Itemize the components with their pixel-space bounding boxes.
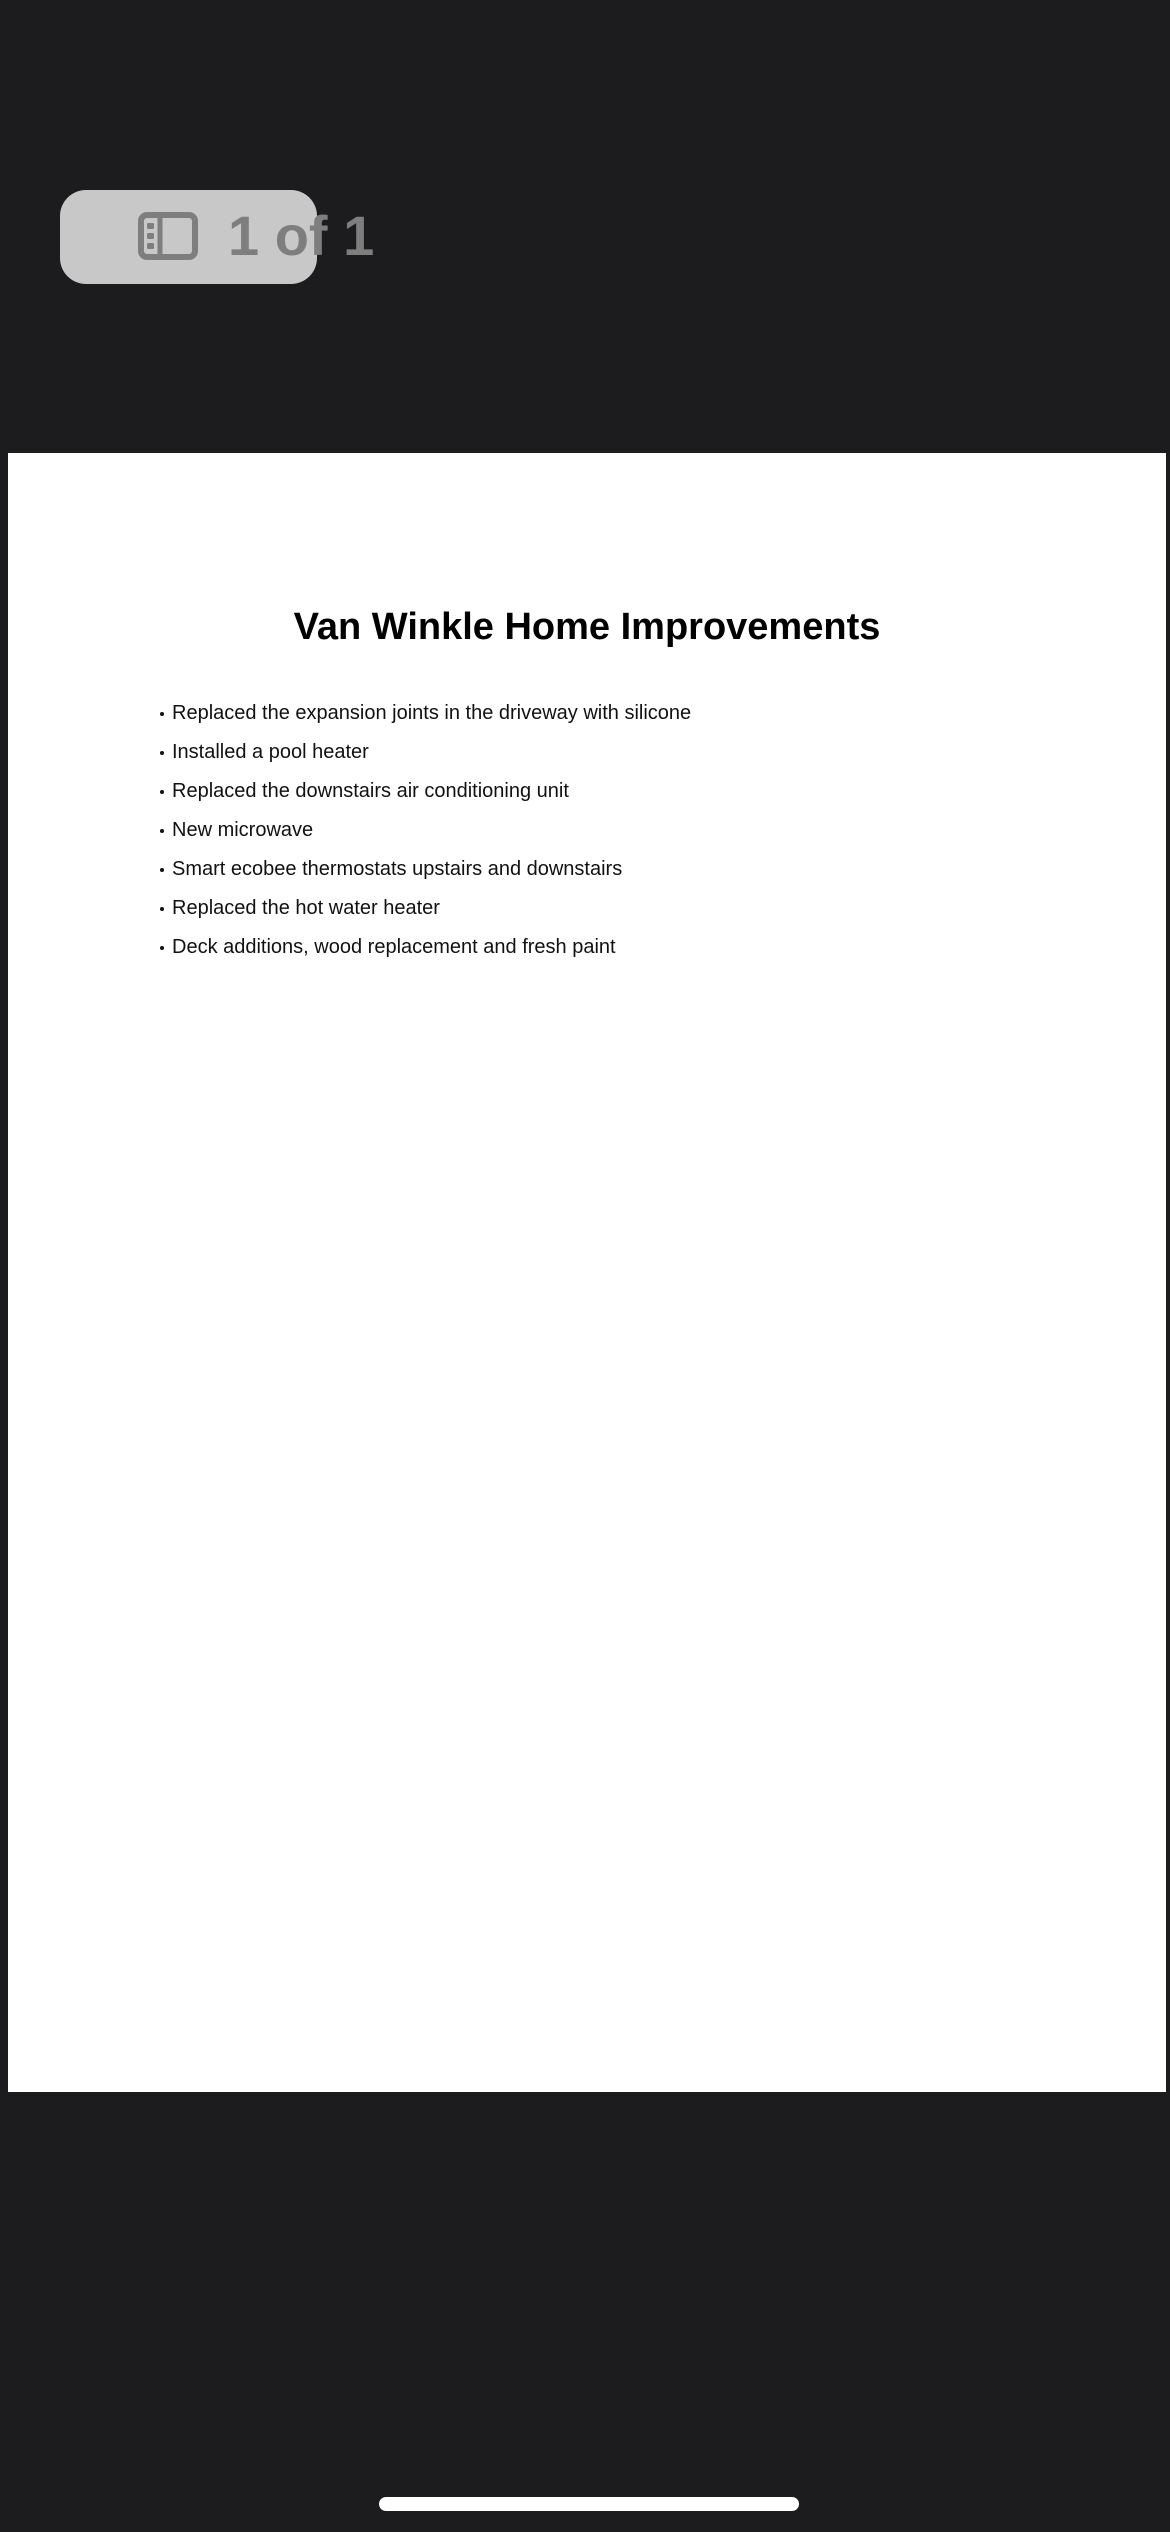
list-item-text: Deck additions, wood replacement and fresh paint	[172, 936, 616, 958]
bullet-icon	[160, 790, 164, 794]
bullet-list	[160, 694, 691, 967]
page-count-label: 1 of 1	[228, 204, 375, 267]
bullet-icon	[160, 907, 164, 911]
document-title: Van Winkle Home Improvements	[293, 606, 881, 648]
list-item	[160, 811, 691, 850]
list-item-text: Replaced the expansion joints in the driveway with silicone	[172, 702, 692, 724]
list-item	[160, 928, 691, 967]
list-item-text: Installed a pool heater	[172, 741, 369, 763]
list-item	[160, 772, 691, 811]
bullet-icon	[160, 829, 164, 833]
list-item-text: New microwave	[172, 819, 314, 841]
sidebar-icon	[138, 212, 198, 260]
bullet-icon	[160, 712, 164, 716]
list-item	[160, 694, 691, 733]
list-item-text: Replaced the hot water heater	[172, 897, 440, 919]
bullet-icon	[160, 868, 164, 872]
list-item	[160, 850, 691, 889]
home-indicator[interactable]	[379, 2497, 799, 2511]
bullet-icon	[160, 751, 164, 755]
document-page[interactable]	[8, 453, 1166, 2092]
page-indicator[interactable]	[60, 190, 375, 284]
list-item-text: Smart ecobee thermostats upstairs and downstairs	[172, 858, 623, 880]
bullet-icon	[160, 946, 164, 950]
list-item	[160, 733, 691, 772]
list-item-text: Replaced the downstairs air conditioning unit	[172, 780, 569, 802]
list-item	[160, 889, 691, 928]
